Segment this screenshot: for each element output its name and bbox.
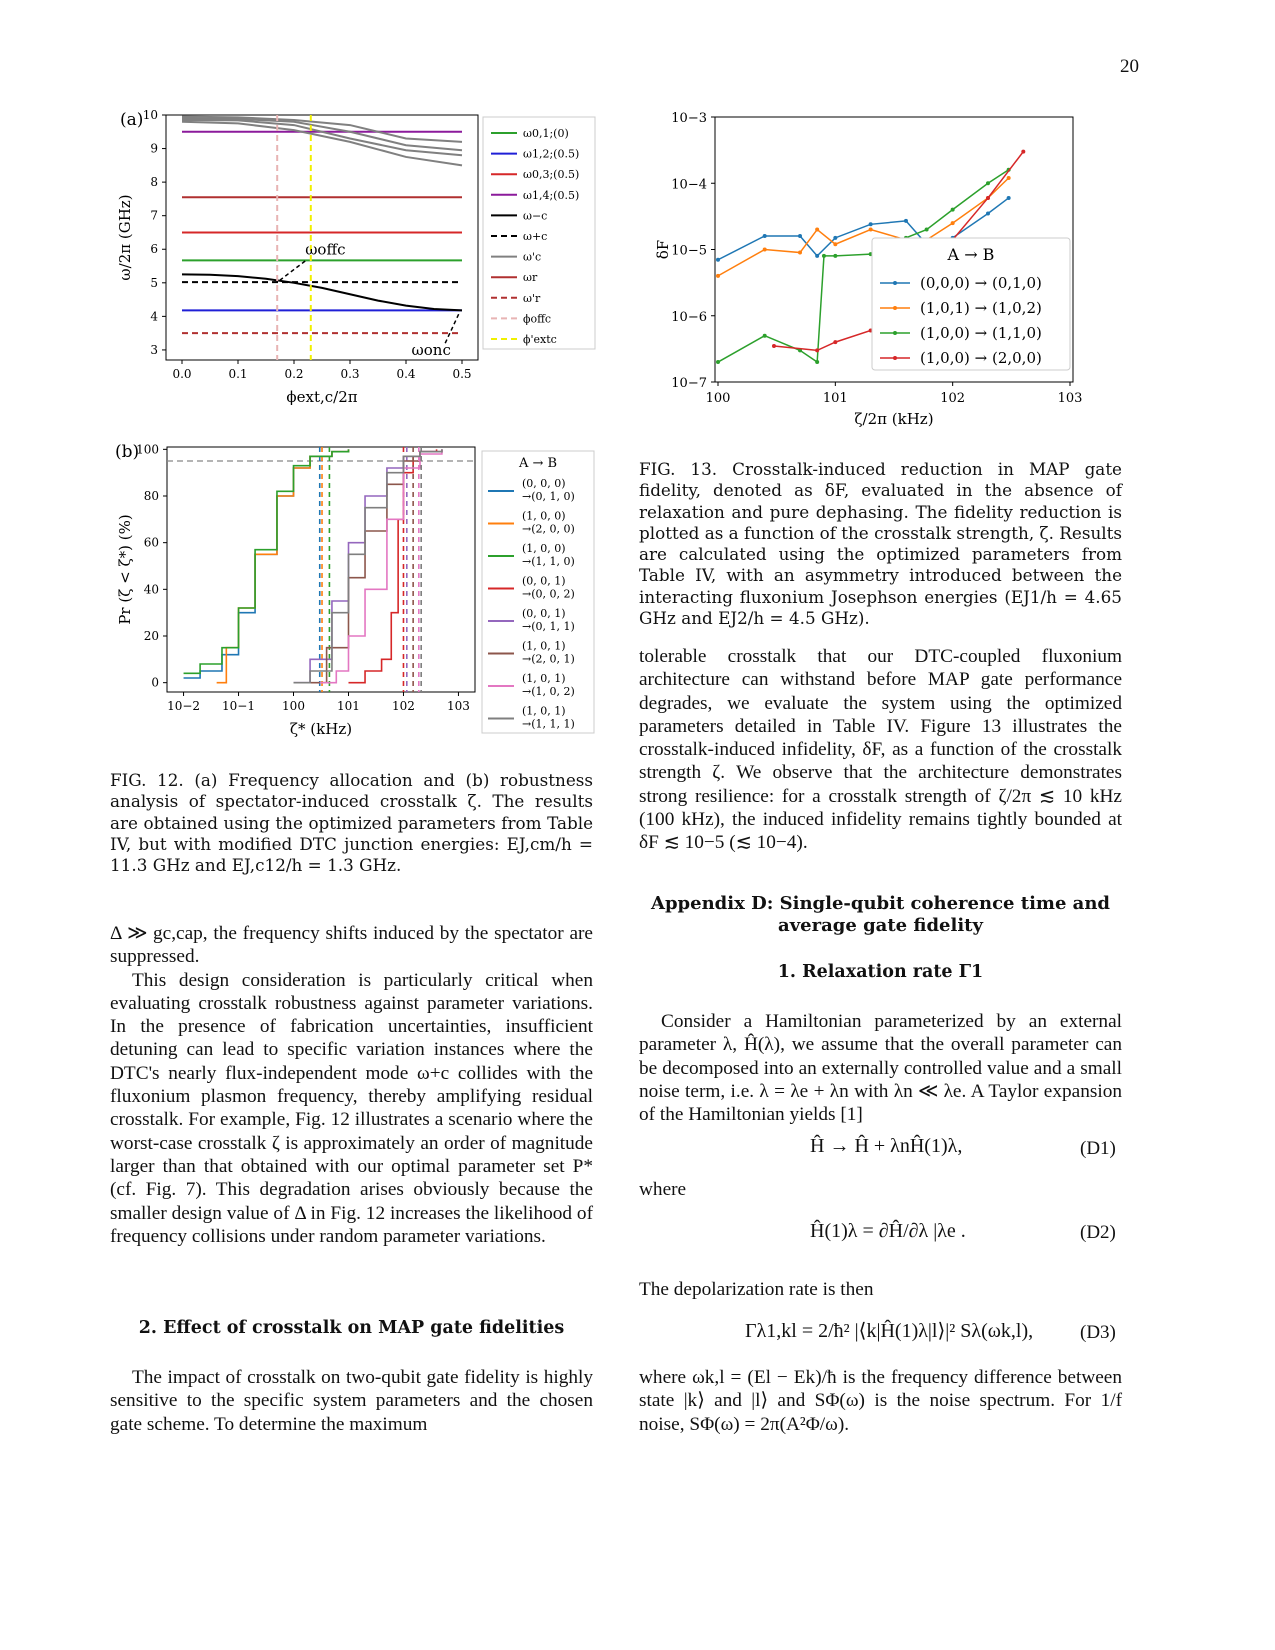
paragraph: Δ ≫ gc,cap, the frequency shifts induced by the spectator are suppressed. (110, 923, 593, 968)
x-tick-label: 0.1 (228, 367, 248, 381)
y-axis-label: δF (654, 239, 672, 260)
y-tick-label: 10−3 (671, 111, 707, 126)
y-tick-label: 10−7 (671, 376, 707, 391)
right-column-text (639, 645, 1122, 855)
legend-marker (893, 306, 897, 310)
x-tick-label: 103 (1057, 391, 1083, 406)
data-point (815, 228, 819, 232)
y-tick-label: 8 (150, 175, 158, 190)
annotation-arrow (445, 313, 459, 343)
legend-entry: ω−c (523, 209, 548, 223)
y-tick-label: 3 (150, 342, 158, 357)
x-tick-label: 101 (822, 391, 848, 406)
x-tick-label: 102 (940, 391, 966, 406)
section-heading: 1. Relaxation rate Γ1 (777, 962, 984, 982)
x-tick-label: 0.3 (340, 367, 360, 381)
data-point (815, 254, 819, 258)
x-tick-label: 100 (282, 699, 305, 713)
data-point (772, 344, 776, 348)
legend-entry: (0, 0, 1) (522, 574, 566, 588)
equation-number: (D1) (1080, 1138, 1116, 1159)
y-tick-label: 80 (143, 489, 159, 503)
y-tick-label: 40 (143, 582, 159, 597)
data-point (904, 219, 908, 223)
panel-a-label: (a) (120, 110, 144, 130)
series-line (184, 449, 349, 673)
legend-entry: ϕ'extc (523, 333, 557, 346)
left-column-text (110, 922, 593, 1248)
legend-entry: (1, 0, 1) (522, 672, 566, 685)
appendix-heading-line: Appendix D: Single-qubit coherence time and (650, 893, 1111, 914)
page-number: 20 (1120, 56, 1139, 77)
legend-entry: (1, 0, 1) (522, 639, 566, 653)
data-point (986, 196, 990, 200)
legend-entry: ϕoffc (523, 312, 552, 326)
data-point (951, 221, 955, 225)
y-tick-label: 10−6 (671, 309, 707, 325)
x-tick-label: 100 (705, 391, 731, 406)
legend-entry: (1, 0, 1) (522, 704, 566, 718)
legend-entry: →(0, 1, 1) (522, 620, 575, 633)
x-axis-label: ζ/2π (kHz) (854, 410, 934, 428)
legend-entry: (0,0,0) → (0,1,0) (920, 274, 1042, 292)
fig13-caption: FIG. 13. Crosstalk-induced reduction in MAP gate fidelity, denoted as δF, evaluated in the absence of relaxation and pure dephasing. The fidelity reduction is plotted as a function of the crosstalk strength, ζ. Results are calculated using the optimized parameters from Table IV, with an asymmetry introduced between the interacting fluxonium Josephson energies (EJ1/h = 4.65 GHz and EJ2/h = 4.5 GHz). (639, 459, 1122, 629)
y-tick-label: 100 (136, 442, 159, 457)
appendix-heading (639, 893, 1122, 937)
data-point (716, 360, 720, 364)
legend-entry: →(2, 0, 1) (522, 652, 575, 666)
x-tick-label: 0.4 (396, 367, 416, 381)
data-point (763, 248, 767, 252)
y-tick-label: 10−5 (671, 243, 707, 259)
data-point (798, 251, 802, 255)
data-point (925, 228, 929, 232)
legend-entry: ω'c (523, 250, 542, 264)
right-column-text-2 (639, 1010, 1122, 1126)
y-tick-label: 60 (143, 535, 159, 550)
legend-entry: →(1, 1, 1) (522, 717, 575, 731)
y-tick-label: 6 (150, 242, 158, 257)
legend-entry: ωr (523, 271, 538, 285)
panel-b-label: (b) (115, 442, 140, 462)
series-line (182, 120, 462, 155)
data-point (1007, 196, 1011, 200)
data-point (798, 234, 802, 238)
y-tick-label: 0 (151, 675, 159, 690)
x-axis-label: ζ* (kHz) (289, 720, 353, 738)
fig12b-chart (110, 437, 600, 757)
x-tick-label: 103 (446, 699, 470, 713)
x-tick-label: 10−1 (222, 699, 256, 713)
x-tick-label: 0.2 (284, 367, 304, 381)
series-line (184, 449, 349, 678)
equation-d3: Γλ1,kl = 2/ħ² |⟨k|Ĥ(1)λ|l⟩|² Sλ(ωk,l), (745, 1320, 1034, 1342)
y-axis-label: Pr (ζ < ζ*) (%) (116, 514, 134, 625)
data-point (986, 181, 990, 185)
legend-entry: ω0,1;(0) (523, 127, 569, 140)
legend-entry: ω+c (523, 230, 548, 243)
legend-entry: ω1,4;(0.5) (523, 188, 580, 202)
data-point (833, 236, 837, 240)
legend-entry: (1,0,0) → (1,1,0) (920, 324, 1042, 342)
legend-entry: (1,0,1) → (1,0,2) (920, 299, 1042, 317)
legend-entry: ω'r (523, 291, 541, 305)
x-tick-label: 0.0 (172, 367, 192, 381)
y-tick-label: 10 (142, 108, 158, 122)
fig13-chart (640, 105, 1140, 440)
x-axis-label: ϕext,c/2π (286, 388, 358, 406)
y-tick-label: 9 (150, 141, 158, 156)
equation-number: (D3) (1080, 1322, 1116, 1343)
x-tick-label: 0.5 (452, 367, 472, 381)
data-point (822, 254, 826, 258)
legend-marker (893, 281, 897, 285)
data-point (869, 222, 873, 226)
right-column-text-3: The depolarization rate is then (639, 1279, 874, 1300)
paragraph: tolerable crosstalk that our DTC-coupled fluxonium architecture can withstand before MAP gate performance degrades, we evaluate the system using the optimized parameters detailed in Table IV. Figure 13 illustrates the crosstalk-induced infidelity, δF, as a function of the crosstalk strength ζ. We observe that the architecture demonstrates strong resilience: for a crosstalk strength of ζ/2π ≲ 10 kHz (100 kHz), the induced infidelity remains tightly bounded at δF ≲ 10−5 (≲ 10−4). (639, 646, 1122, 854)
annotation-arrow (280, 261, 305, 280)
legend-entry: (0, 0, 0) (522, 477, 566, 490)
y-tick-label: 10−4 (671, 177, 707, 193)
data-point (833, 242, 837, 246)
legend-entry: (0, 0, 1) (522, 607, 566, 620)
legend-entry: (1, 0, 0) (522, 509, 566, 523)
where-text: where (639, 1179, 687, 1200)
legend-entry: (1,0,0) → (2,0,0) (920, 349, 1042, 367)
data-point (815, 348, 819, 352)
legend-entry: ω0,3;(0.5) (523, 168, 580, 182)
y-tick-label: 7 (150, 208, 158, 223)
paragraph: This design consideration is particularly critical when evaluating crosstalk robustness against parameter variations. In the presence of fabrication uncertainties, insufficient detuning can lead to specific variation instances where the DTC's nearly flux-independent mode ω+c collides with the fluxonium plasmon frequency, thereby amplifying residual crosstalk. For example, Fig. 12 illustrates a scenario where the worst-case crosstalk ζ is approximately an order of magnitude larger than that obtained with our optimal parameter set P* (cf. Fig. 7). This degradation arises obviously because the smaller design value of Δ in Fig. 12 increases the likelihood of frequency collisions under random parameter variations. (110, 969, 593, 1247)
series-line (182, 122, 462, 166)
data-point (763, 334, 767, 338)
data-point (833, 254, 837, 258)
legend-entry: (1, 0, 0) (522, 542, 566, 555)
legend-entry: →(1, 0, 2) (522, 685, 575, 698)
y-tick-label: 5 (150, 275, 158, 290)
y-axis-label: ω/2π (GHz) (116, 194, 134, 281)
series-line (294, 449, 442, 682)
legend-entry: →(0, 1, 0) (522, 490, 575, 503)
data-point (1021, 150, 1025, 154)
legend-title: A → B (518, 456, 558, 471)
plot-frame (167, 447, 475, 692)
right-column-text-4: where ωk,l = (El − Ek)/ħ is the frequency difference between state |k⟩ and |l⟩ and SΦ(ω) is the noise spectrum. For 1/f noise, SΦ(ω) = 2π(A²Φ/ω). (639, 1367, 1122, 1435)
legend-marker (893, 331, 897, 335)
x-tick-label: 102 (392, 699, 415, 713)
equation-number: (D2) (1080, 1222, 1116, 1243)
paragraph: The impact of crosstalk on two-qubit gate fidelity is highly sensitive to the specific system parameters and the chosen gate scheme. To determine the maximum (110, 1367, 593, 1435)
legend-entry: →(1, 1, 0) (522, 555, 575, 568)
fig12-caption: FIG. 12. (a) Frequency allocation and (b) robustness analysis of spectator-induced crosstalk ζ. The results are obtained using the optimized parameters from Table IV, but with modified DTC junction energies: EJ,cm/h = 11.3 GHz and EJ,c12/h = 1.3 GHz. (110, 770, 593, 876)
y-tick-label: 20 (143, 629, 159, 643)
data-point (815, 360, 819, 364)
equation-d2: Ĥ(1)λ = ∂Ĥ/∂λ |λe . (810, 1220, 966, 1242)
legend-title: A → B (947, 245, 995, 264)
appendix-heading-line: average gate fidelity (778, 915, 983, 936)
series-line (182, 274, 462, 310)
y-tick-label: 4 (150, 309, 158, 324)
data-point (833, 340, 837, 344)
series-line (294, 449, 442, 682)
data-point (716, 274, 720, 278)
annotation: ωonc (411, 340, 451, 359)
left-column-text-2 (110, 1366, 593, 1436)
legend-entry: →(2, 0, 0) (522, 522, 575, 536)
data-point (716, 258, 720, 262)
equation-d1: Ĥ → Ĥ + λnĤ(1)λ, (810, 1135, 963, 1157)
legend-entry: ω1,2;(0.5) (523, 147, 580, 161)
section-heading: 2. Effect of crosstalk on MAP gate fidelities (138, 1318, 565, 1338)
fig12a-chart (110, 105, 600, 415)
x-tick-label: 101 (337, 699, 360, 713)
legend-entry: →(0, 0, 2) (522, 587, 575, 601)
data-point (986, 211, 990, 215)
x-tick-label: 10−2 (167, 699, 201, 713)
legend-marker (893, 356, 897, 360)
data-point (869, 228, 873, 232)
data-point (1007, 176, 1011, 180)
data-point (951, 208, 955, 212)
data-point (763, 234, 767, 238)
annotation: ωoffc (305, 240, 346, 259)
paragraph: Consider a Hamiltonian parameterized by an external parameter λ, Ĥ(λ), we assume that the overall parameter can be decomposed into an externally controlled value and a small noise term, i.e. λ = λe + λn with λn ≪ λe. A Taylor expansion of the Hamiltonian yields [1] (639, 1011, 1122, 1126)
